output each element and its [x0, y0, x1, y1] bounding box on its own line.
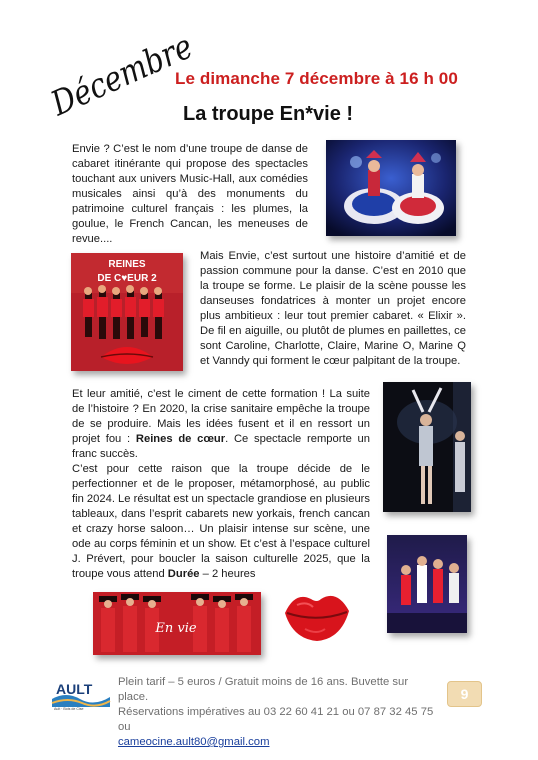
footer-info	[118, 675, 438, 750]
ault-logo	[50, 677, 112, 711]
duration-label: Durée	[167, 568, 200, 580]
photo-reines-de-coeur-poster	[71, 253, 183, 371]
paragraph-intro: Envie ? C’est le nom d’une troupe de danse de cabaret itinérante qui propose des spectacles touchant aux univers Music-Hall, aux comédies musicales ainsi qu’à des monuments du patrimoine culturel français : les plumes, la goulue, le French Cancan, les meneuses de revue....	[72, 143, 308, 245]
poster-subtitle: DE C♥EUR 2	[97, 273, 157, 284]
photo-cancan-dancers	[326, 140, 456, 236]
paragraph-text: C’est pour cette raison que la troupe décide de le perfectionner et de le proposer, métamorphosé, au public fin 2024. Le résultat est un spectacle grandiose en plusieurs tableaux, dans l’esprit cabarets new yorkais, french cancan et crazy horse saloon… Un plaisir intense sur scène, une ode au corps féminin et un show. Et c’est à l’espace culturel J. Prévert, pour boucler la saison culturelle 2025, que la troupe vous attend	[72, 463, 370, 580]
footer-reservation: Réservations impératives au 03 22 60 41 21 ou 07 87 32 45 75 ou	[118, 706, 434, 733]
photo-group-en-vie	[93, 592, 261, 655]
show-name: Reines de cœur	[135, 433, 226, 445]
month-script-text: Décembre	[45, 15, 224, 125]
footer-price: Plein tarif – 5 euros / Gratuit moins de 16 ans. Buvette sur place.	[118, 676, 409, 703]
logo-text: AULT	[56, 681, 93, 697]
page-number-badge: 9	[447, 681, 482, 707]
footer-email-link[interactable]: cameocine.ault80@gmail.com	[118, 736, 270, 748]
paragraph-new-show	[72, 462, 370, 582]
event-date: Le dimanche 7 décembre à 16 h 00	[175, 69, 458, 88]
logo-subtext: Ault · Bois de Cise	[54, 707, 84, 711]
page-title: La troupe En*vie !	[183, 103, 354, 125]
duration-value: – 2 heures	[199, 568, 256, 580]
photo-stage-performer	[383, 382, 471, 512]
paragraph-reines-de-coeur	[72, 387, 370, 462]
poster-title: REINES	[108, 259, 146, 270]
photo-troupe-stage	[387, 535, 467, 633]
group-photo-caption: En vie	[155, 621, 197, 636]
paragraph-text: Et leur amitié, c’est le ciment de cette formation ! La suite de l’histoire ? En 2020, la crise sanitaire empêche la troupe de se produire. Mais les idées fusent et il en ressort un projet fou :	[72, 388, 370, 445]
paragraph-text: . Ce spectacle remporte un franc succès.	[72, 433, 370, 460]
paragraph-history: Mais Envie, c’est surtout une histoire d’amitié et de passion commune pour la danse. C’est en 2010 que la troupe se forme. Le plaisir de la scène pousse les danseuses fondatrices à monter un projet encore plus ambitieux : leur tout premier cabaret. « Elixir ». De fil en aiguille, ou plutôt de plumes en paillettes, ce sont Caroline, Charlotte, Claire, Marine O, Marine Q et Vanndy qui forment le cœur palpitant de la troupe.	[200, 250, 466, 367]
red-lips-illustration	[281, 585, 353, 645]
